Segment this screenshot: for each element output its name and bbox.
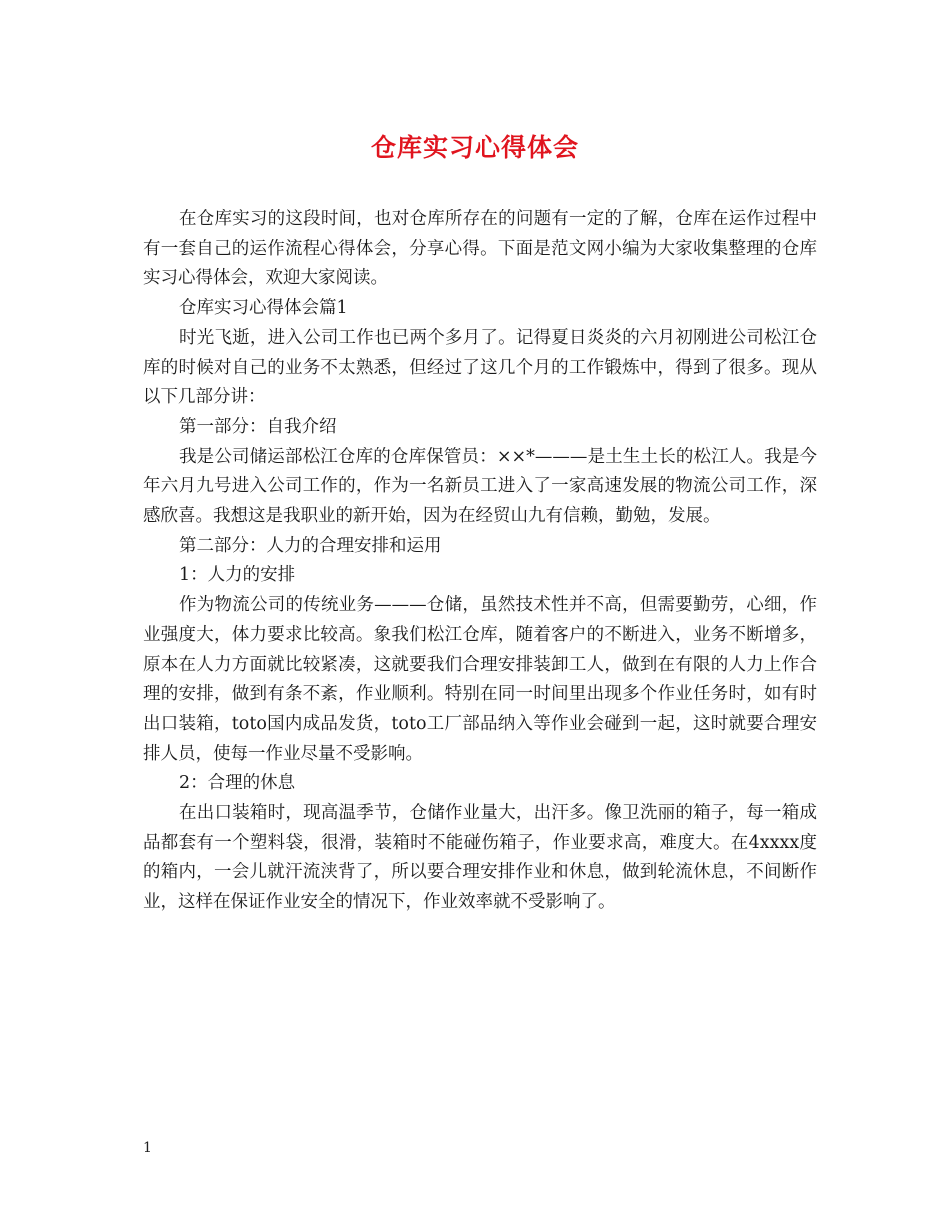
document-title: 仓库实习心得体会: [370, 133, 579, 162]
body-paragraph: 时光飞逝，进入公司工作也已两个多月了。记得夏日炎炎的六月初刚进公司松江仓库的时候对自己的业务不太熟悉，但经过了这几个月的工作锻炼中，得到了很多。现从以下几部分讲：: [143, 327, 817, 408]
subheading-manpower-arrangement: 1：人力的安排: [179, 565, 296, 586]
part-heading-manpower: 第二部分：人力的合理安排和运用: [179, 535, 442, 556]
section-heading-article-1: 仓库实习心得体会篇1: [179, 298, 348, 319]
page-number: 1: [143, 1140, 152, 1156]
body-paragraph: 作为物流公司的传统业务———仓储，虽然技术性并不高，但需要勤劳，心细，作业强度大，体力要求比较高。象我们松江仓库，随着客户的不断进入，业务不断增多，原本在人力方面就比较紧凑，这就要我们合理安排装卸工人，做到在有限的人力上作合理的安排，做到有条不紊，作业顺利。特别在同一时间里出现多个作业任务时，如有时出口装箱，toto国内成品发货，toto工厂部品纳入等作业会碰到一起，这时就要合理安排人员，使每一作业尽量不受影响。: [143, 595, 817, 764]
intro-paragraph: 在仓库实习的这段时间，也对仓库所存在的问题有一定的了解，仓库在运作过程中有一套自己的运作流程心得体会，分享心得。下面是范文网小编为大家收集整理的仓库实习心得体会，欢迎大家阅读。: [143, 209, 817, 289]
subheading-reasonable-rest: 2：合理的休息: [179, 773, 296, 794]
part-heading-self-intro: 第一部分：自我介绍: [179, 416, 337, 437]
body-paragraph: 我是公司储运部松江仓库的仓库保管员：××*———是土生土长的松江人。我是今年六月九号进入公司工作的，作为一名新员工进入了一家高速发展的物流公司工作，深感欣喜。我想这是我职业的新开始，因为在经贸山九有信赖，勤勉，发展。: [143, 446, 817, 527]
document-body: [143, 205, 817, 918]
body-paragraph: 在出口装箱时，现高温季节，仓储作业量大，出汗多。像卫洗丽的箱子，每一箱成品都套有一个塑料袋，很滑，装箱时不能碰伤箱子，作业要求高，难度大。在4xxxx度的箱内，一会儿就汗流浃背了，所以要合理安排作业和休息，做到轮流休息，不间断作业，这样在保证作业安全的情况下，作业效率就不受影响了。: [143, 803, 817, 913]
